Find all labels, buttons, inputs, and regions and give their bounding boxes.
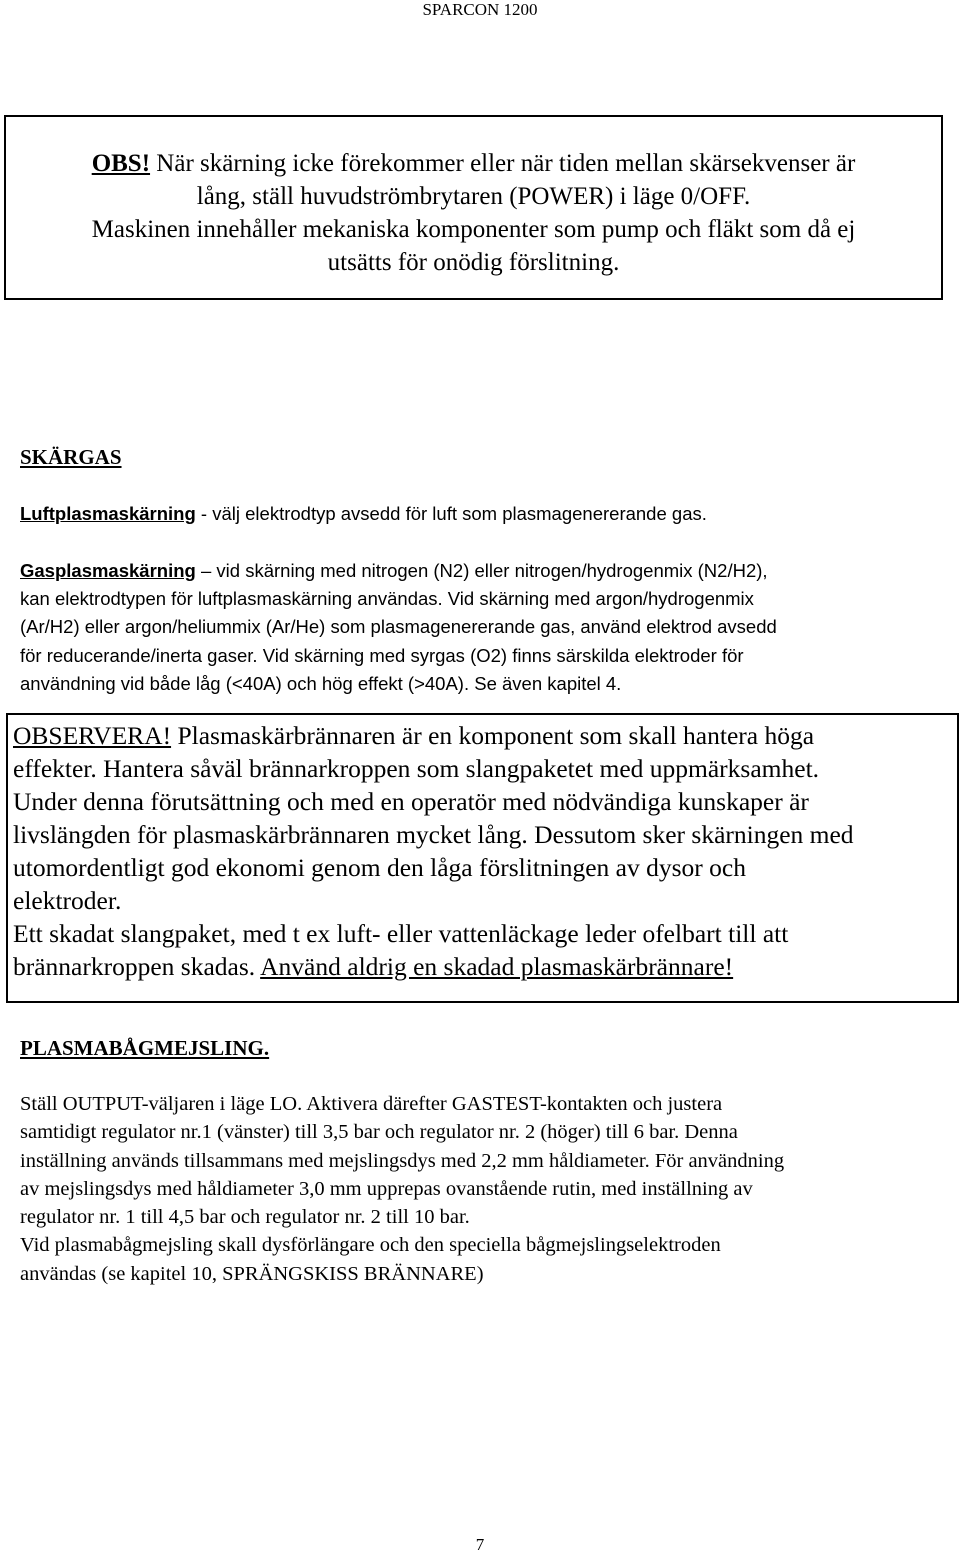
observera-line-2: effekter. Hantera såväl brännarkroppen som slangpaketet med uppmärksamhet. [13,754,820,783]
plasma-paragraph [20,1090,950,1288]
obs-label: OBS! [91,150,151,177]
observera-line-1-text: Plasmaskärbrännaren är en komponent som skall hantera höga [171,721,815,750]
plasma-line-4: av mejslingsdys med håldiameter 3,0 mm upprepas ovanstående rutin, med inställning av [20,1177,753,1200]
plasma-line-5: regulator nr. 1 till 4,5 bar och regulator nr. 2 till 10 bar. [20,1206,470,1229]
plasma-line-6: Vid plasmabågmejsling skall dysförlängare och den speciella bågmejslingselektroden [20,1234,721,1257]
observera-line-6: elektroder. [13,886,122,915]
obs-line-3: Maskinen innehåller mekaniska komponenter som pump och fläkt som då ej [91,216,856,243]
gas-line-2: kan elektrodtypen för luftplasmaskärning användas. Vid skärning med argon/hydrogenmix [20,588,754,610]
plasma-line-1: Ställ OUTPUT-väljaren i läge LO. Aktivera därefter GASTEST-kontakten och justera [20,1093,723,1115]
plasma-heading: PLASMABÅGMEJSLING. [20,1036,270,1060]
gas-line-3: (Ar/H2) eller argon/heliummix (Ar/He) som plasmagenererande gas, använd elektrod avsedd [20,616,777,638]
gas-paragraph [20,557,940,698]
observera-line-7: Ett skadat slangpaket, med t ex luft- eller vattenläckage leder ofelbart till att [13,919,789,948]
obs-line-1-text: När skärning icke förekommer eller när tiden mellan skärsekvenser är [150,150,856,177]
luft-text: - välj elektrodtyp avsedd för luft som plasmagenererande gas. [195,503,707,524]
observera-line-1 [13,719,957,752]
observera-line-4: livslängden för plasmaskärbrännaren mycket lång. Dessutom sker skärningen med [13,820,854,849]
page-header: SPARCON 1200 [422,0,538,19]
observera-line-8 [13,950,957,983]
obs-line-1 [6,147,941,180]
gas-line-1 [20,557,940,585]
observera-notice-box [6,713,959,1003]
luft-paragraph [20,500,940,528]
plasma-line-2: samtidigt regulator nr.1 (vänster) till 3,5 bar och regulator nr. 2 (höger) till 6 bar. Denna [20,1121,738,1144]
observera-warning: Använd aldrig en skadad plasmaskärbrännare! [260,952,734,981]
plasma-line-3: inställning används tillsammans med mejslingsdys med 2,2 mm håldiameter. För användning [20,1149,785,1172]
observera-line-3: Under denna förutsättning och med en operatör med nödvändiga kunskaper är [13,787,809,816]
gas-line-4: för reducerande/inerta gaser. Vid skärning med syrgas (O2) finns särskilda elektroder för [20,644,744,666]
page-number: 7 [475,1535,485,1554]
gas-line-5: användning vid både låg (<40A) och hög effekt (>40A). Se även kapitel 4. [20,672,622,694]
obs-line-2: lång, ställ huvudströmbrytaren (POWER) i läge 0/OFF. [196,183,751,210]
gas-line-1-text: – vid skärning med nitrogen (N2) eller nitrogen/hydrogenmix (N2/H2), [195,560,768,581]
observera-line-8-text: brännarkroppen skadas. [13,952,261,981]
observera-label: OBSERVERA! [13,721,172,750]
skargas-heading: SKÄRGAS [20,445,122,469]
observera-line-5: utomordentligt god ekonomi genom den låga förslitningen av dysor och [13,853,746,882]
gas-term: Gasplasmaskärning [20,560,196,581]
plasma-line-7: användas (se kapitel 10, SPRÄNGSKISS BRÄNNARE) [20,1262,484,1285]
luft-term: Luftplasmaskärning [20,503,196,524]
obs-notice-box [4,115,943,300]
obs-line-4: utsätts för onödig förslitning. [327,249,620,276]
